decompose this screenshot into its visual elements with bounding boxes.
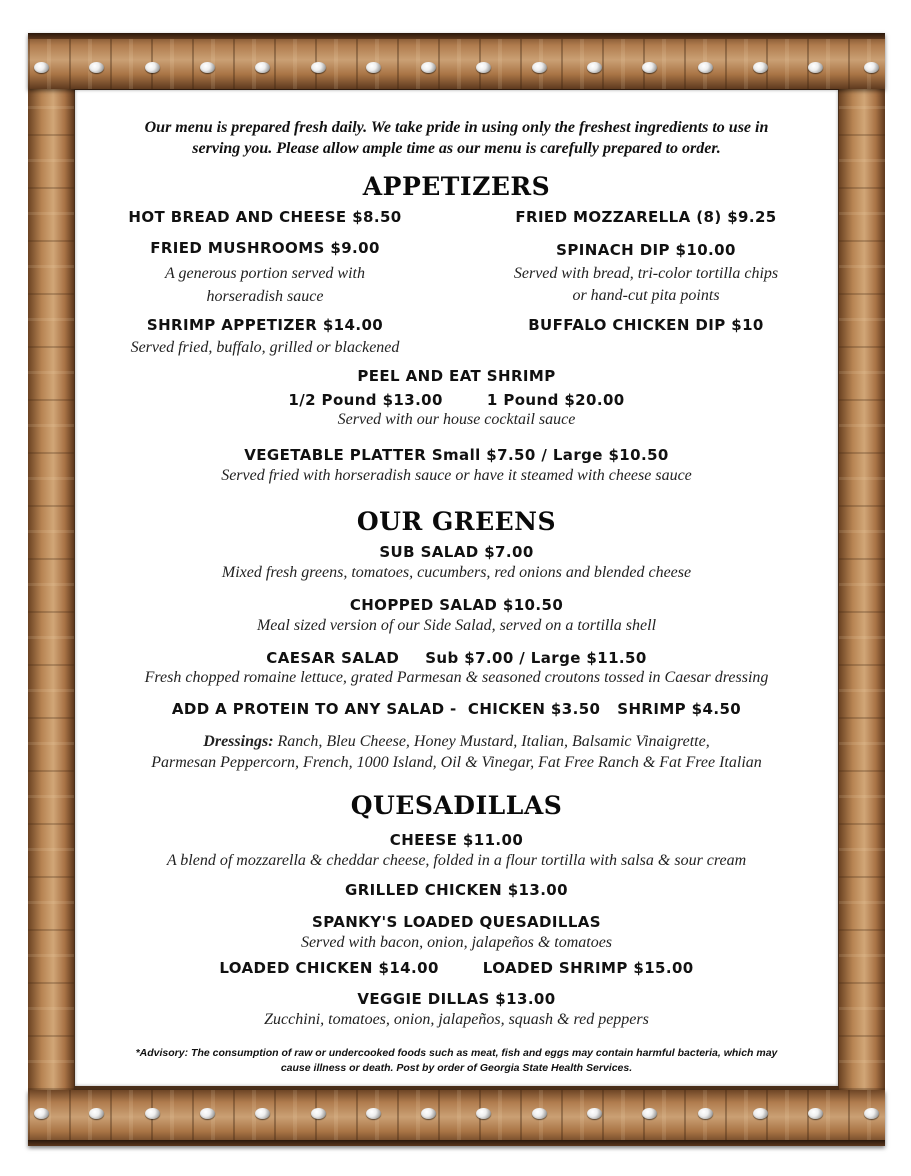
- protein-label: ADD A PROTEIN TO ANY SALAD -: [171, 700, 457, 718]
- menu-item-sub-salad: SUB SALAD $7.00: [379, 543, 534, 561]
- intro-line-1: Our menu is prepared fresh daily. We take pride in using only the freshest ingredients to use in: [144, 119, 769, 136]
- menu-item-vegetable-platter: VEGETABLE PLATTER Small $7.50 / Large $10.50: [244, 446, 669, 464]
- item-desc-1: A generous portion served with: [165, 265, 365, 282]
- wood-post-left: [28, 89, 74, 1090]
- loaded-shrimp-price: LOADED SHRIMP $15.00: [482, 959, 694, 977]
- price-half-pound: 1/2 Pound $13.00: [288, 391, 443, 409]
- menu-item-loaded-quesadillas: SPANKY'S LOADED QUESADILLAS: [312, 913, 601, 931]
- protein-addon-line: [75, 700, 838, 718]
- menu-item-hot-bread: HOT BREAD AND CHEESE $8.50: [128, 208, 402, 226]
- health-advisory: [75, 1046, 838, 1076]
- rivet-icon: [255, 1108, 270, 1119]
- greens-heading: OUR GREENS: [356, 507, 557, 536]
- rivet-icon: [753, 1108, 768, 1119]
- rivet-icon: [200, 1108, 215, 1119]
- menu-item-fried-mozzarella: FRIED MOZZARELLA (8) $9.25: [515, 208, 777, 226]
- item-desc-2: or hand-cut pita points: [572, 287, 720, 304]
- item-desc: Served fried, buffalo, grilled or blackened: [130, 339, 400, 356]
- item-title: FRIED MUSHROOMS $9.00: [150, 239, 380, 257]
- rivet-icon: [698, 62, 713, 73]
- rivet-icon: [366, 1108, 381, 1119]
- rivet-icon: [89, 62, 104, 73]
- rivet-icon: [587, 1108, 602, 1119]
- quesadillas-heading: QUESADILLAS: [350, 791, 563, 820]
- rivet-icon: [864, 62, 879, 73]
- rivet-icon: [808, 1108, 823, 1119]
- item-title: SHRIMP APPETIZER $14.00: [146, 316, 384, 334]
- dressings-line-2: Parmesan Peppercorn, French, 1000 Island, Oil & Vinegar, Fat Free Ranch & Fat Free Italian: [151, 754, 762, 771]
- intro-line-2: serving you. Please allow ample time as our menu is carefully prepared to order.: [192, 140, 721, 157]
- rivet-icon: [421, 1108, 436, 1119]
- menu-item-caesar-salad: [75, 649, 838, 667]
- dressings-label: Dressings:: [203, 733, 274, 750]
- rivet-icon: [311, 62, 326, 73]
- advisory-line-1: *Advisory: The consumption of raw or undercooked foods such as meat, fish and eggs may contain harmful bacteria, which may: [135, 1047, 778, 1059]
- rivet-icon: [366, 62, 381, 73]
- loaded-quesadillas-options: [75, 959, 838, 977]
- rivet-icon: [311, 1108, 326, 1119]
- rivet-icon: [145, 1108, 160, 1119]
- caesar-salad-desc: Fresh chopped romaine lettuce, grated Parmesan & seasoned croutons tossed in Caesar dressing: [144, 669, 769, 686]
- sub-salad-desc: Mixed fresh greens, tomatoes, cucumbers, red onions and blended cheese: [221, 564, 692, 581]
- rivet-icon: [753, 62, 768, 73]
- menu-item-chopped-salad: CHOPPED SALAD $10.50: [349, 596, 564, 614]
- caesar-salad-price: Sub $7.00 / Large $11.50: [425, 649, 647, 667]
- wood-rail-top: [28, 33, 885, 89]
- menu-item-peel-and-eat-shrimp: PEEL AND EAT SHRIMP: [357, 367, 556, 385]
- price-full-pound: 1 Pound $20.00: [486, 391, 625, 409]
- menu-item-grilled-chicken: GRILLED CHICKEN $13.00: [345, 881, 568, 899]
- menu-item-shrimp-appetizer: [95, 316, 435, 358]
- peel-and-eat-desc: Served with our house cocktail sauce: [337, 411, 576, 428]
- chopped-salad-desc: Meal sized version of our Side Salad, served on a tortilla shell: [256, 617, 657, 634]
- item-title: SPINACH DIP $10.00: [556, 241, 736, 259]
- rivet-icon: [532, 62, 547, 73]
- rivet-icon: [476, 62, 491, 73]
- advisory-line-2: cause illness or death. Post by order of Georgia State Health Services.: [280, 1062, 633, 1074]
- loaded-chicken-price: LOADED CHICKEN $14.00: [219, 959, 439, 977]
- protein-shrimp: SHRIMP $4.50: [617, 700, 742, 718]
- caesar-salad-name: CAESAR SALAD: [266, 649, 400, 667]
- dressings-list: [75, 731, 838, 773]
- loaded-quesadillas-desc: Served with bacon, onion, jalapeños & tomatoes: [300, 934, 613, 951]
- vegetable-platter-desc: Served fried with horseradish sauce or have it steamed with cheese sauce: [221, 467, 692, 484]
- menu-item-fried-mushrooms: [95, 239, 435, 308]
- rivet-icon: [642, 62, 657, 73]
- protein-chicken: CHICKEN $3.50: [467, 700, 601, 718]
- rivet-icon: [200, 62, 215, 73]
- rivet-icon: [532, 1108, 547, 1119]
- item-desc-2: horseradish sauce: [206, 288, 324, 305]
- appetizers-heading: APPETIZERS: [362, 172, 551, 201]
- menu-item-spinach-dip: [476, 241, 816, 307]
- rivet-icon: [34, 62, 49, 73]
- rivet-icon: [698, 1108, 713, 1119]
- dressings-line-1: Ranch, Bleu Cheese, Honey Mustard, Italian, Balsamic Vinaigrette,: [277, 733, 710, 750]
- rivet-icon: [642, 1108, 657, 1119]
- rivet-icon: [421, 62, 436, 73]
- rivet-icon: [89, 1108, 104, 1119]
- veggie-dillas-desc: Zucchini, tomatoes, onion, jalapeños, squash & red peppers: [264, 1011, 649, 1028]
- wood-post-right: [839, 89, 885, 1090]
- menu-item-cheese-quesadilla: CHEESE $11.00: [389, 831, 524, 849]
- rivet-icon: [808, 62, 823, 73]
- rivet-icon: [476, 1108, 491, 1119]
- intro-text: [75, 117, 838, 159]
- rivet-icon: [145, 62, 160, 73]
- menu-item-buffalo-chicken-dip: BUFFALO CHICKEN DIP $10: [528, 316, 764, 334]
- rivet-icon: [587, 62, 602, 73]
- peel-and-eat-prices: [75, 391, 838, 409]
- rivet-icon: [864, 1108, 879, 1119]
- rivet-icon: [34, 1108, 49, 1119]
- rivet-icon: [255, 62, 270, 73]
- cheese-quesadilla-desc: A blend of mozzarella & cheddar cheese, folded in a flour tortilla with salsa & sour cream: [166, 852, 747, 869]
- item-desc-1: Served with bread, tri-color tortilla chips: [513, 265, 779, 282]
- menu-item-veggie-dillas: VEGGIE DILLAS $13.00: [357, 990, 556, 1008]
